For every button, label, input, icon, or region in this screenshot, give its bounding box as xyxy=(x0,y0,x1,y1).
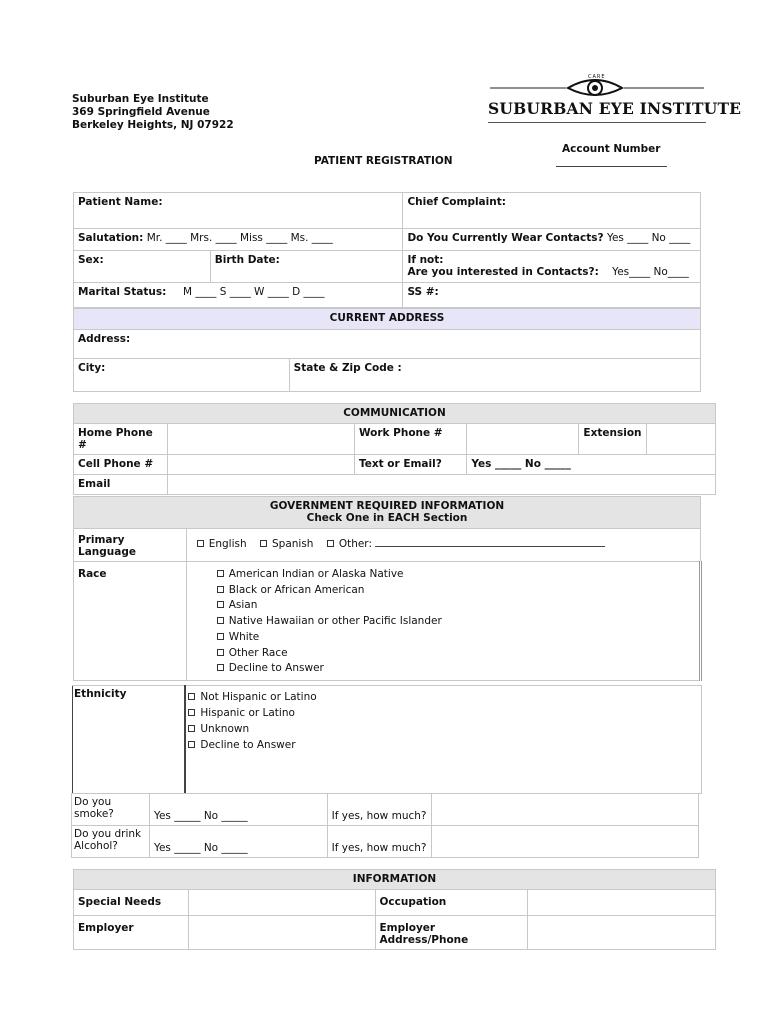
work-phone-input[interactable] xyxy=(467,424,579,455)
alcohol-how-much-input[interactable] xyxy=(431,826,698,858)
language-other[interactable]: Other: xyxy=(327,538,606,550)
race-options xyxy=(186,562,700,681)
clinic-name: Suburban Eye Institute xyxy=(72,93,209,105)
cell-phone-input[interactable] xyxy=(167,455,354,475)
smoke-label: Do you smoke? xyxy=(72,794,150,826)
logo-small-text: CARE xyxy=(588,74,606,80)
logo-text: SUBURBAN EYE INSTITUTE xyxy=(488,99,742,118)
patient-name-field[interactable]: Patient Name: xyxy=(74,193,403,229)
checkbox-icon xyxy=(217,570,224,577)
logo-rule xyxy=(488,122,706,123)
race-option[interactable]: Black or African American xyxy=(217,583,695,599)
clinic-logo xyxy=(482,72,742,130)
alcohol-label: Do you drink Alcohol? xyxy=(72,826,150,858)
text-email-options[interactable]: Yes _____ No _____ xyxy=(467,455,716,475)
employer-label: Employer xyxy=(74,916,189,950)
race-option[interactable]: Other Race xyxy=(217,646,695,662)
special-needs-input[interactable] xyxy=(188,890,375,916)
account-number-field[interactable] xyxy=(556,166,667,167)
extension-input[interactable] xyxy=(646,424,715,455)
checkbox-icon xyxy=(188,709,195,716)
clinic-city: Berkeley Heights, NJ 07922 xyxy=(72,119,234,131)
checkbox-icon xyxy=(217,649,224,656)
form-title: PATIENT REGISTRATION xyxy=(314,155,453,167)
work-phone-label: Work Phone # xyxy=(354,424,466,455)
other-language-line[interactable] xyxy=(375,538,605,547)
communication-header: COMMUNICATION xyxy=(74,404,716,424)
ethnicity-option[interactable]: Hispanic or Latino xyxy=(188,705,697,721)
ss-field[interactable]: SS #: xyxy=(403,283,701,308)
race-option[interactable]: White xyxy=(217,630,695,646)
information-table xyxy=(73,869,716,950)
language-options xyxy=(186,529,700,562)
information-header: INFORMATION xyxy=(74,870,716,890)
ethnicity-table xyxy=(72,685,702,794)
employer-input[interactable] xyxy=(188,916,375,950)
smoke-how-much-input[interactable] xyxy=(431,794,698,826)
ethnicity-options xyxy=(185,686,701,794)
occupation-input[interactable] xyxy=(528,890,716,916)
email-label: Email xyxy=(74,475,168,495)
account-number-label: Account Number xyxy=(562,143,661,155)
salutation-field[interactable]: Salutation: Mr. ____ Mrs. ____ Miss ____ Ms. ____ xyxy=(74,229,403,251)
cell-phone-label: Cell Phone # xyxy=(74,455,168,475)
contacts-field[interactable]: Do You Currently Wear Contacts? Yes ____ No ____ xyxy=(403,229,701,251)
special-needs-label: Special Needs xyxy=(74,890,189,916)
government-table xyxy=(73,496,702,681)
sex-field[interactable]: Sex: xyxy=(74,251,211,283)
home-phone-input[interactable] xyxy=(167,424,354,455)
checkbox-icon xyxy=(327,540,334,547)
address-field[interactable]: Address: xyxy=(74,330,701,359)
interested-contacts-field[interactable]: If not: Are you interested in Contacts?: Yes____ No____ xyxy=(403,251,701,283)
ethnicity-option[interactable]: Not Hispanic or Latino xyxy=(188,689,697,705)
checkbox-icon xyxy=(217,633,224,640)
race-option[interactable]: Asian xyxy=(217,598,695,614)
checkbox-icon xyxy=(188,693,195,700)
clinic-street: 369 Springfield Avenue xyxy=(72,106,210,118)
language-english[interactable]: English xyxy=(197,538,247,550)
home-phone-label: Home Phone # xyxy=(74,424,168,455)
language-label: Primary Language xyxy=(74,529,187,562)
checkbox-icon xyxy=(217,664,224,671)
occupation-label: Occupation xyxy=(375,890,528,916)
race-option[interactable]: Native Hawaiian or other Pacific Islander xyxy=(217,614,695,630)
ethnicity-label: Ethnicity xyxy=(73,686,186,794)
government-header: GOVERNMENT REQUIRED INFORMATION Check One in EACH Section xyxy=(74,497,701,529)
communication-table xyxy=(73,403,716,495)
employer-address-input[interactable] xyxy=(528,916,716,950)
alcohol-how-much-label: If yes, how much? xyxy=(327,826,431,858)
race-label: Race xyxy=(74,562,187,681)
ethnicity-option[interactable]: Unknown xyxy=(188,721,697,737)
checkbox-icon xyxy=(260,540,267,547)
ethnicity-option[interactable]: Decline to Answer xyxy=(188,737,697,753)
extension-label: Extension xyxy=(579,424,646,455)
address-header: CURRENT ADDRESS xyxy=(74,309,701,330)
checkbox-icon xyxy=(217,601,224,608)
language-spanish[interactable]: Spanish xyxy=(260,538,313,550)
alcohol-yes-no[interactable]: Yes _____ No _____ xyxy=(149,826,327,858)
checkbox-icon xyxy=(188,725,195,732)
checkbox-icon xyxy=(217,617,224,624)
habits-table xyxy=(71,793,699,858)
smoke-how-much-label: If yes, how much? xyxy=(327,794,431,826)
city-field[interactable]: City: xyxy=(74,359,290,392)
birth-date-field[interactable]: Birth Date: xyxy=(210,251,403,283)
email-input[interactable] xyxy=(167,475,715,495)
checkbox-icon xyxy=(197,540,204,547)
checkbox-icon xyxy=(217,586,224,593)
smoke-yes-no[interactable]: Yes _____ No _____ xyxy=(149,794,327,826)
chief-complaint-field[interactable]: Chief Complaint: xyxy=(403,193,701,229)
text-email-label: Text or Email? xyxy=(354,455,466,475)
race-option[interactable]: American Indian or Alaska Native xyxy=(217,567,695,583)
race-option[interactable]: Decline to Answer xyxy=(217,661,695,677)
patient-table xyxy=(73,192,701,308)
checkbox-icon xyxy=(188,741,195,748)
marital-status-field[interactable]: Marital Status: M ____ S ____ W ____ D ____ xyxy=(74,283,403,308)
state-zip-field[interactable]: State & Zip Code : xyxy=(289,359,700,392)
clinic-address xyxy=(72,93,234,132)
employer-address-label: Employer Address/Phone xyxy=(375,916,528,950)
address-table xyxy=(73,308,701,392)
